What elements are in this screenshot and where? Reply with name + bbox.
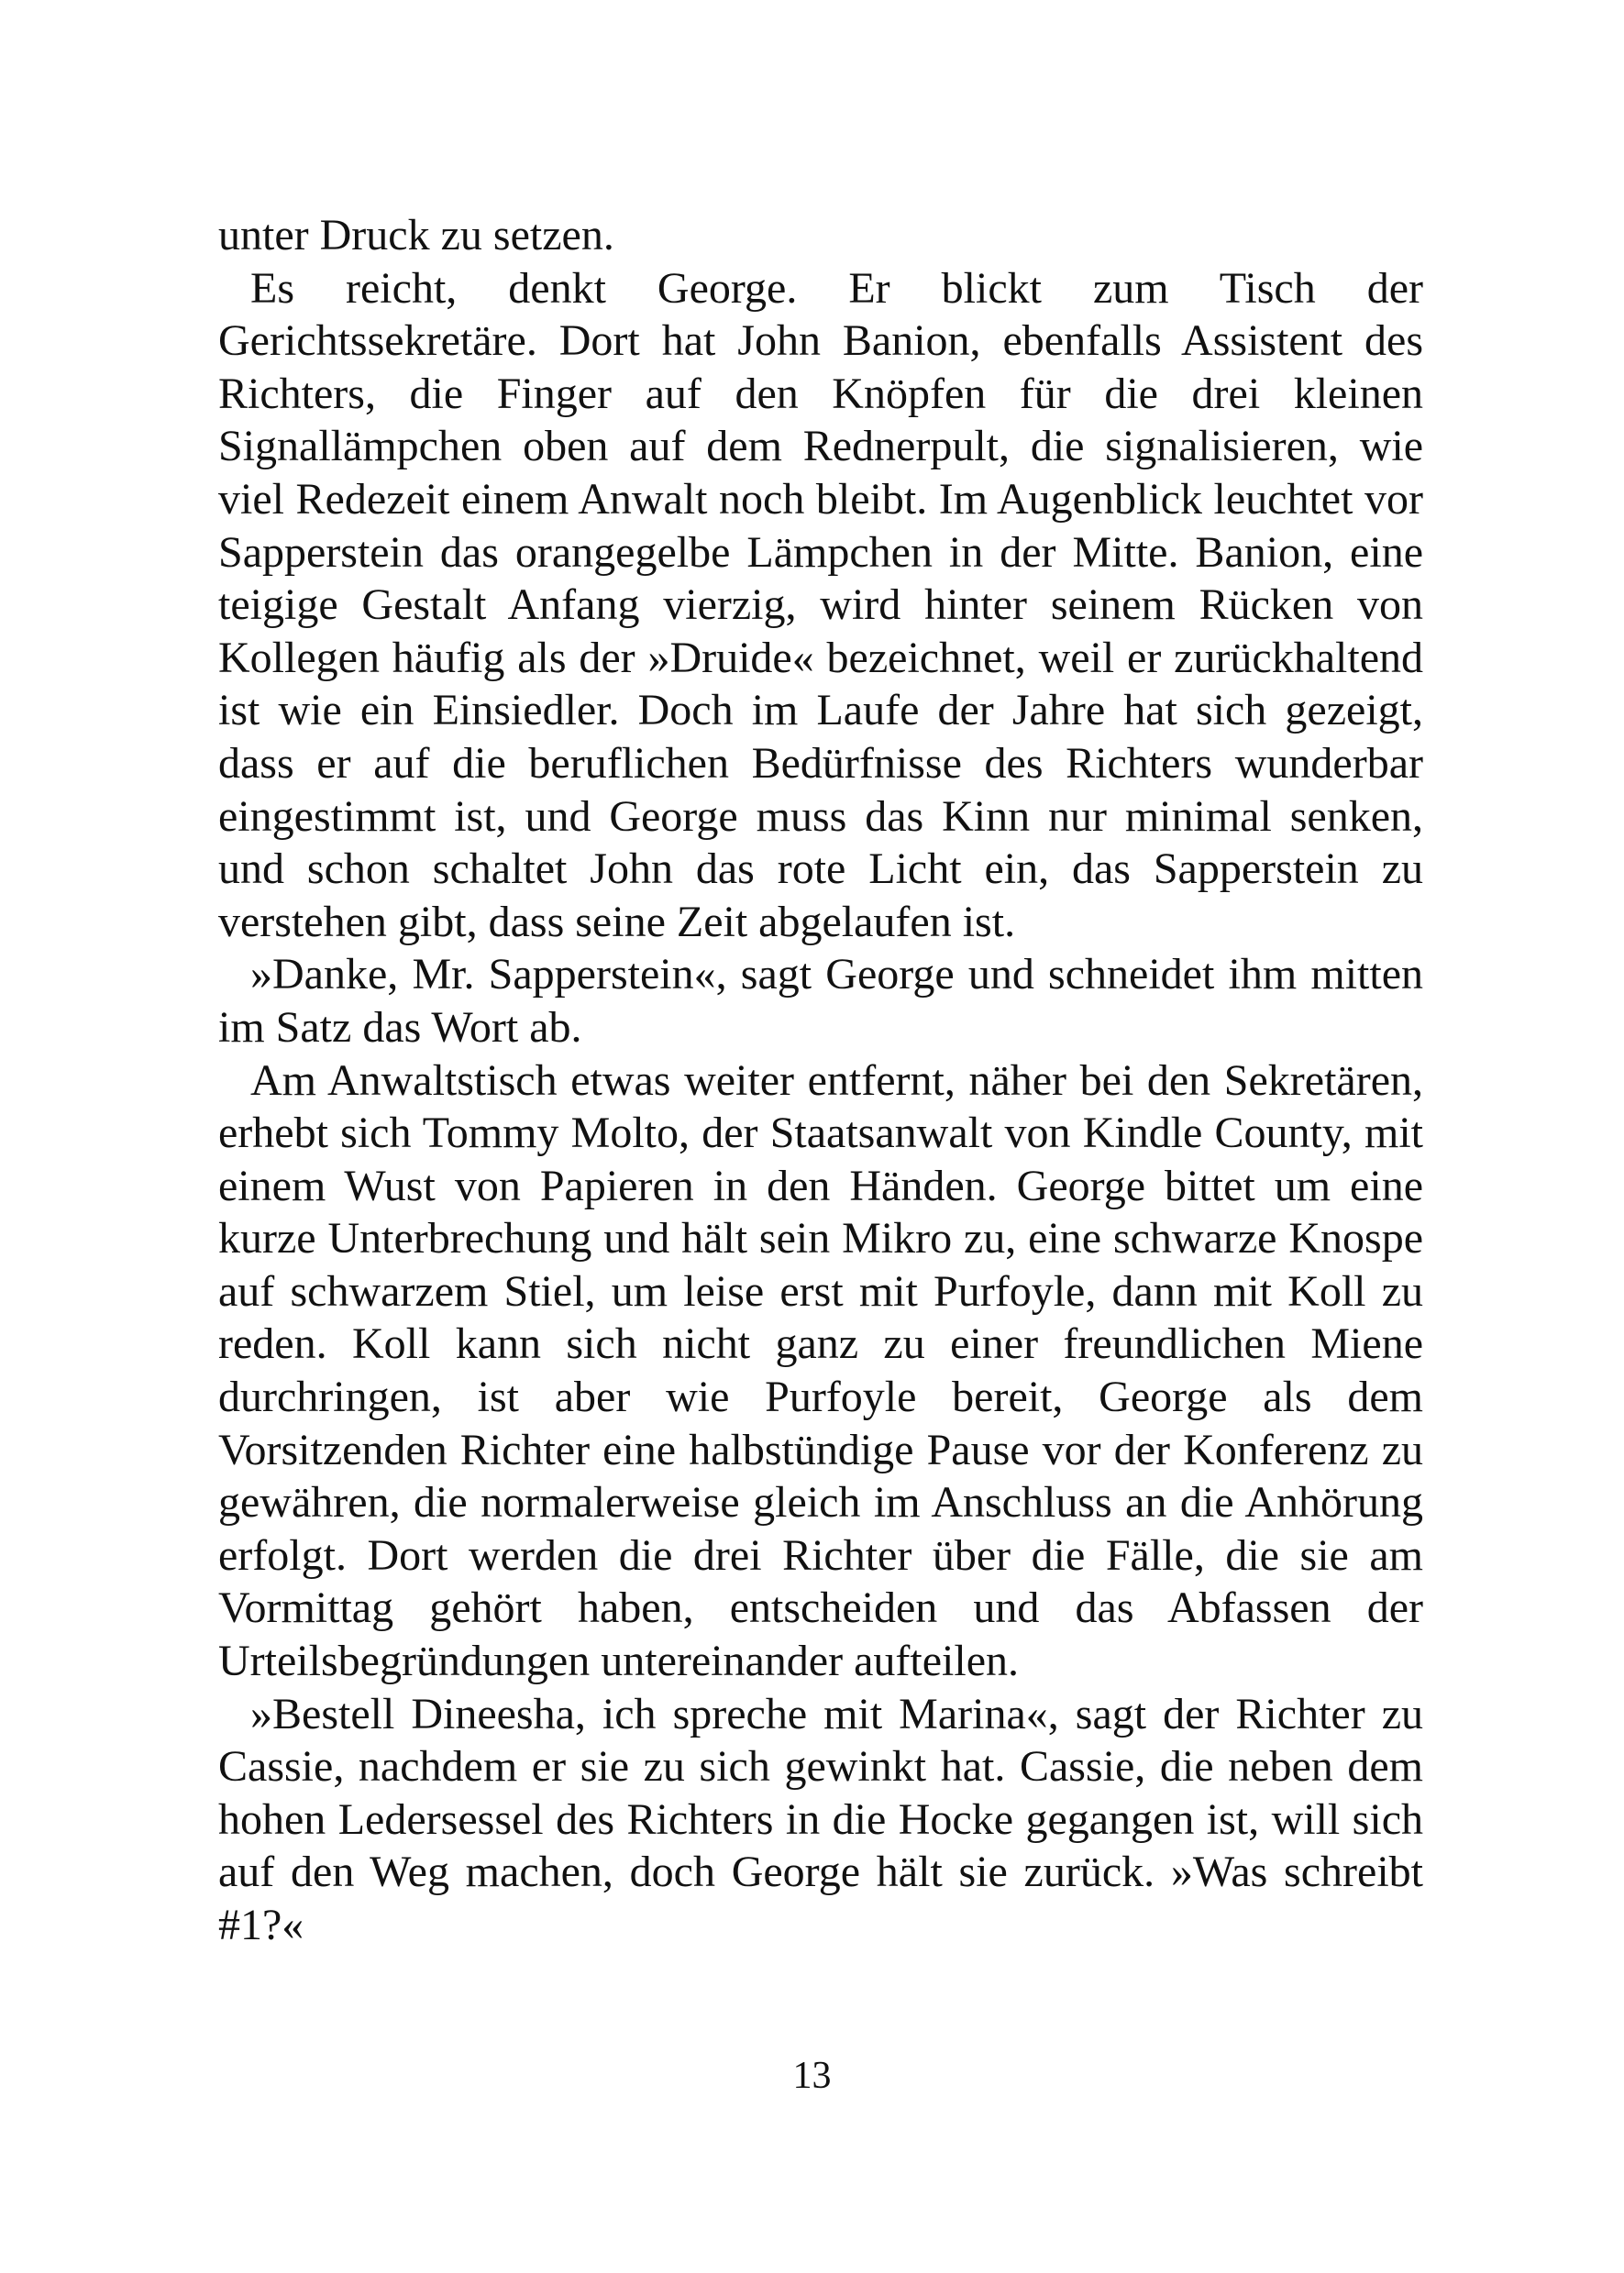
paragraph-2: Es reicht, denkt George. Er blickt zum Tisch der Gerichtssekretäre. Dort hat John Banion, ebenfalls Assistent des Richters, die Finger auf den Knöpfen für die drei kleinen Signallämpchen oben auf dem Rednerpult, die signalisieren, wie viel Redezeit einem Anwalt noch bleibt. Im Augenblick leuchtet vor Sapperstein das orangegelbe Lämpchen in der Mitte. Banion, eine teigige Gestalt Anfang vierzig, wird hinter seinem Rücken von Kollegen häufig als der »Druide« bezeichnet, weil er zurückhaltend ist wie ein Einsiedler. Doch im Laufe der Jahre hat sich gezeigt, dass er auf die beruflichen Bedürfnisse des Richters wunderbar eingestimmt ist, und George muss das Kinn nur minimal senken, und schon schaltet John das rote Licht ein, das Sapperstein zu verstehen gibt, dass seine Zeit abgelaufen ist. [218,263,1423,946]
body-text [218,209,1423,1952]
paragraph-3: »Danke, Mr. Sapperstein«, sagt George und schneidet ihm mitten im Satz das Wort ab. [218,950,1423,1052]
paragraph-5: »Bestell Dineesha, ich spreche mit Marina«, sagt der Richter zu Cassie, nachdem er sie zu sich gewinkt hat. Cassie, die neben dem hohen Ledersessel des Richters in die Hocke gegangen ist, will sich auf den Weg machen, doch George hält sie zurück. »Was schreibt #1?« [218,1689,1423,1949]
paragraph-4: Am Anwaltstisch etwas weiter entfernt, näher bei den Sekretären, erhebt sich Tommy Molto, der Staatsanwalt von Kindle County, mit einem Wust von Papieren in den Händen. George bittet um eine kurze Unterbrechung und hält sein Mikro zu, eine schwarze Knospe auf schwarzem Stiel, um leise erst mit Purfoyle, dann mit Koll zu reden. Koll kann sich nicht ganz zu einer freundlichen Miene durchringen, ist aber wie Purfoyle bereit, George als dem Vorsitzenden Richter eine halbstündige Pause vor der Konferenz zu gewähren, die normalerweise gleich im Anschluss an die Anhörung erfolgt. Dort werden die drei Richter über die Fälle, die sie am Vormittag gehört haben, entscheiden und das Abfassen der Urteilsbegründungen untereinander aufteilen. [218,1055,1423,1686]
paragraph-1: unter Druck zu setzen. [218,211,614,259]
page-number: 13 [792,2055,832,2097]
